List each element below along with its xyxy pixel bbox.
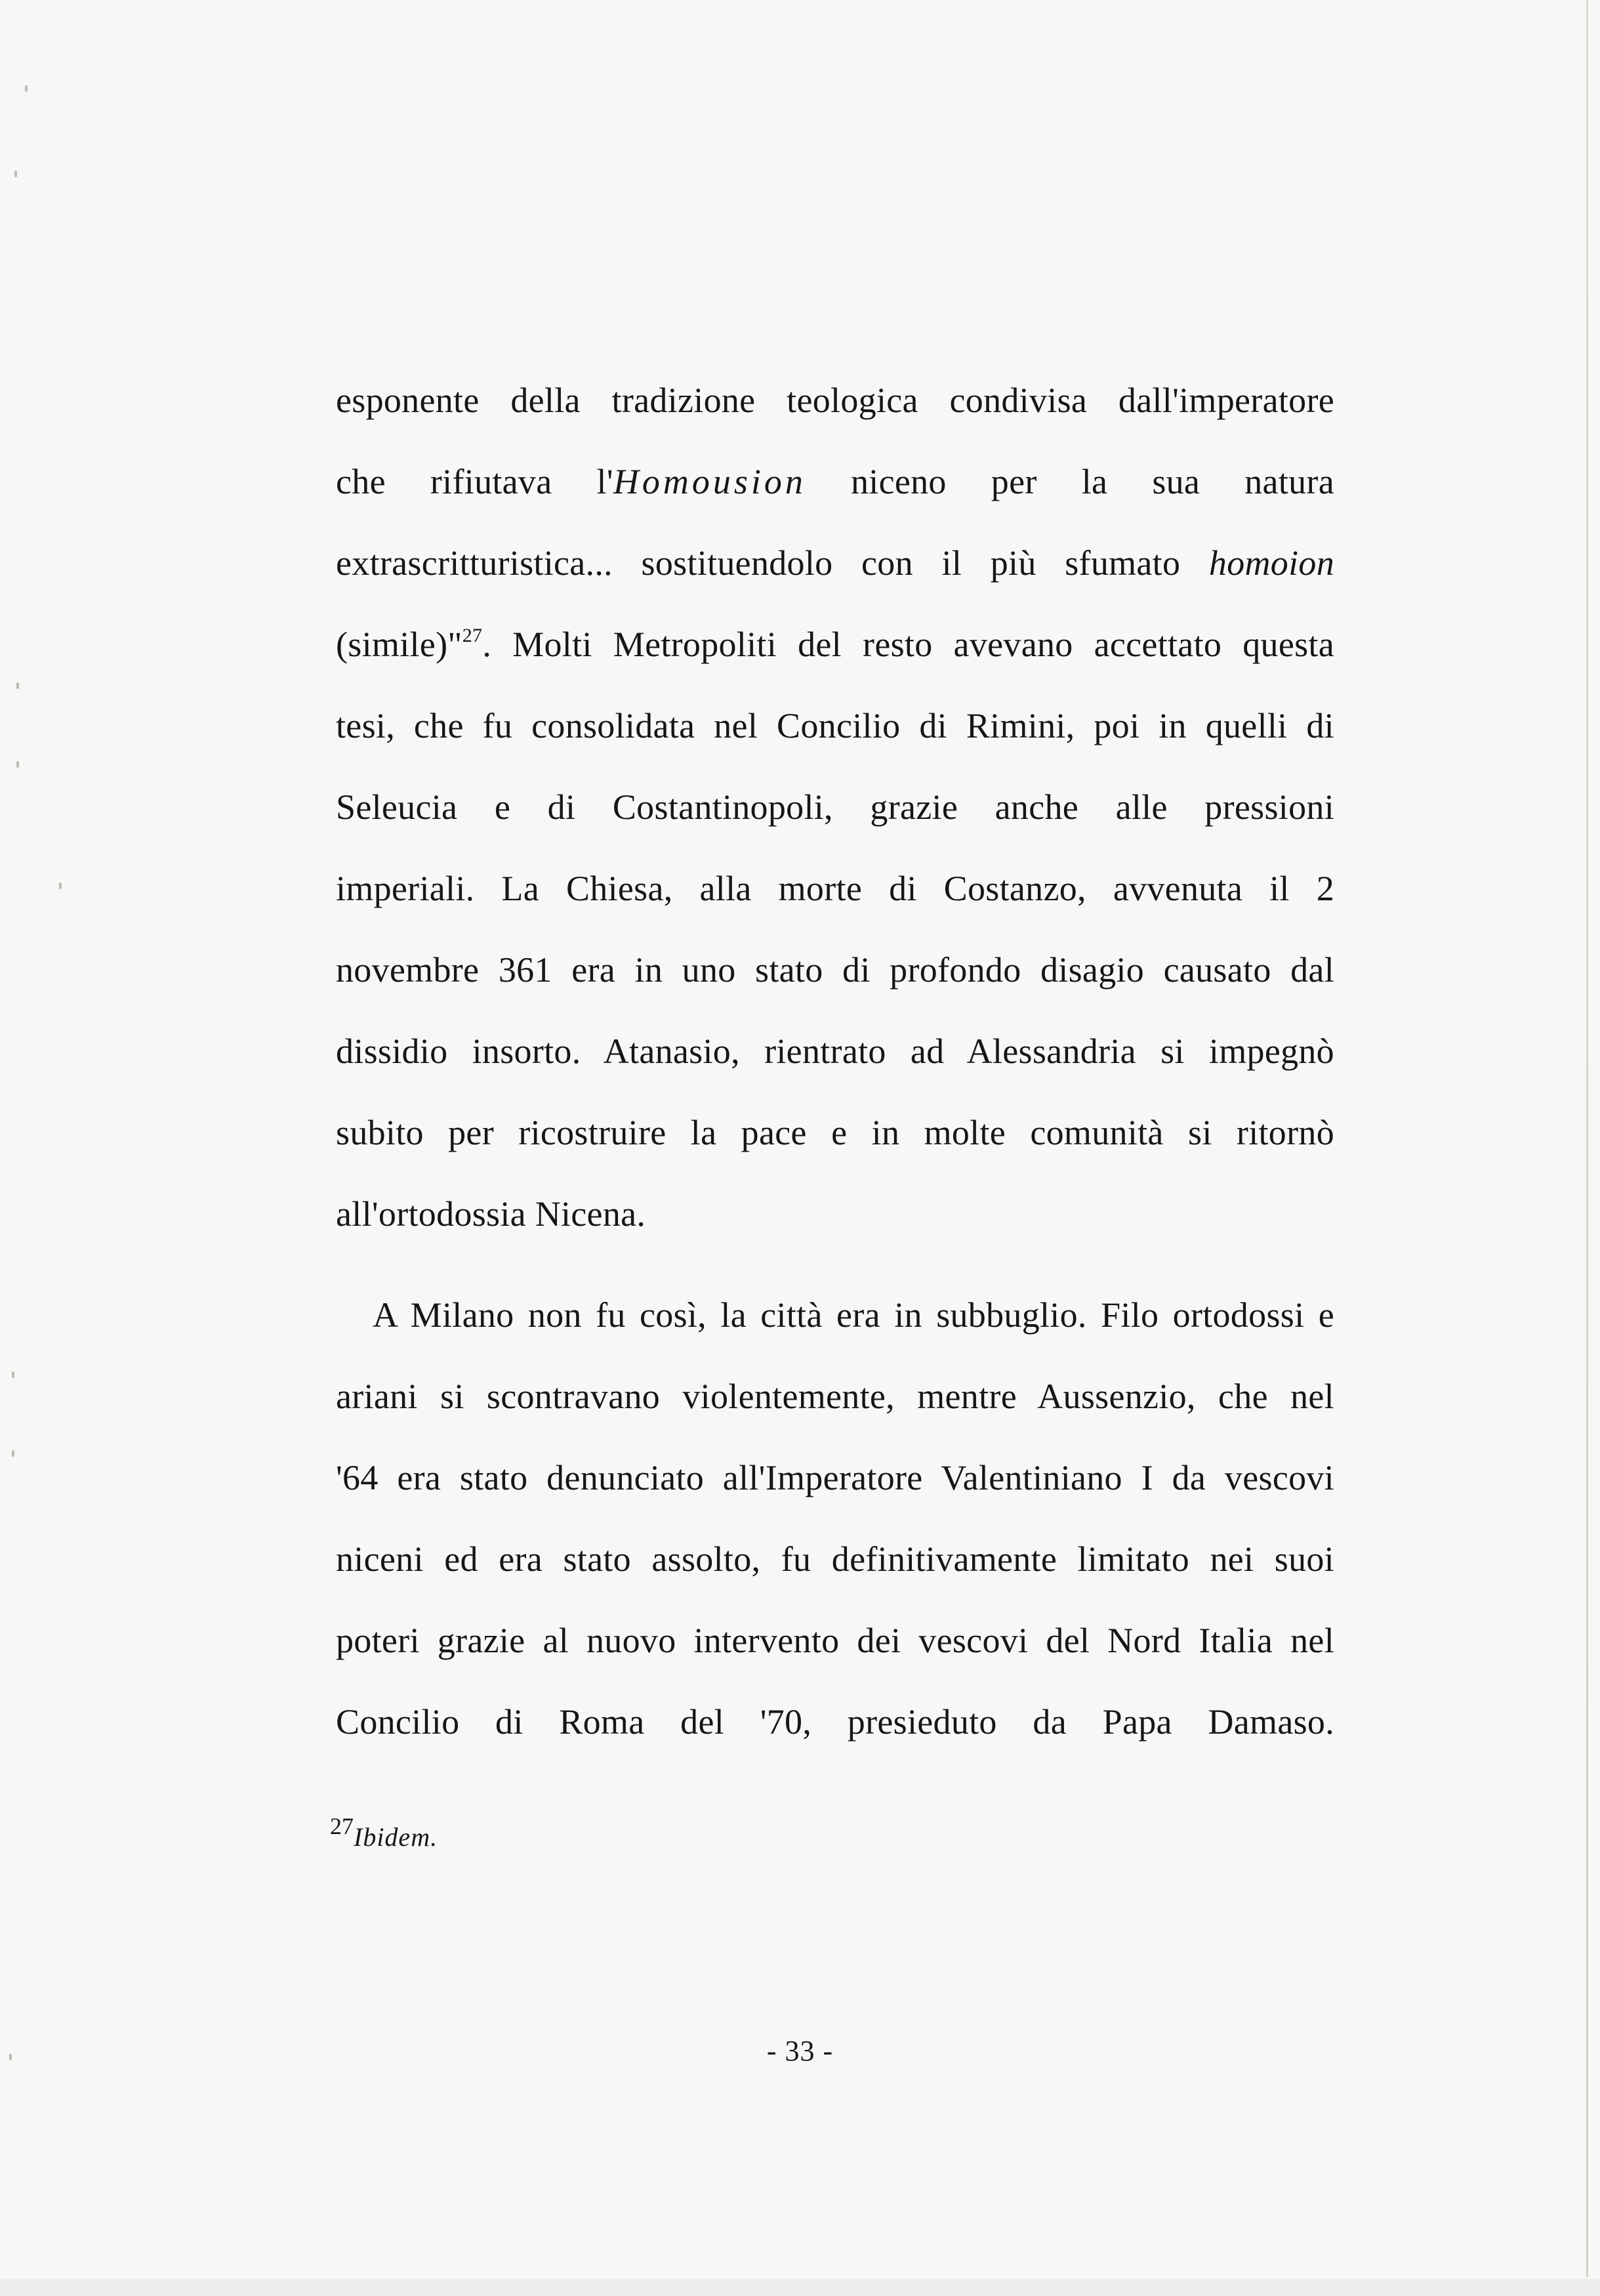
paragraph-gap <box>336 1255 1334 1274</box>
page-number: - 33 - <box>766 2035 834 2067</box>
text-line: esponente della tradizione teologica condivisa dall'imperatore <box>336 381 1334 420</box>
text-line: Concilio di Roma del '70, presieduto da Papa Damaso. <box>336 1702 1334 1742</box>
page-edge <box>1586 0 1588 2277</box>
text-line: poteri grazie al nuovo intervento dei vescovi del Nord Italia nel <box>336 1621 1334 1660</box>
scan-speck <box>12 1450 14 1457</box>
text-line: tesi, che fu consolidata nel Concilio di Rimini, poi in quelli di <box>336 706 1334 745</box>
text-line: che rifiutava l'Homousion niceno per la sua natura <box>336 462 1334 501</box>
text-line: niceni ed era stato assolto, fu definitivamente limitato nei suoi <box>336 1539 1334 1579</box>
page-bottom-shadow <box>0 2279 1600 2296</box>
text-line: all'ortodossia Nicena. <box>336 1194 646 1234</box>
text-line: dissidio insorto. Atanasio, rientrato ad Alessandria si impegnò <box>336 1032 1334 1071</box>
scan-speck <box>25 85 28 92</box>
text-line: A Milano non fu così, la città era in subbuglio. Filo ortodossi e <box>373 1295 1334 1335</box>
scan-speck <box>12 1371 14 1378</box>
text-line: subito per ricostruire la pace e in molte comunità si ritornò <box>336 1113 1334 1152</box>
term-homousion: Homousion <box>613 462 806 501</box>
text-line: imperiali. La Chiesa, alla morte di Costanzo, avvenuta il 2 <box>336 869 1334 908</box>
scan-speck <box>59 883 62 889</box>
term-homoion: homoion <box>1208 543 1334 583</box>
footnote-number: 27 <box>330 1813 354 1839</box>
text-line: '64 era stato denunciato all'Imperatore Valentiniano I da vescovi <box>336 1458 1334 1497</box>
body-text <box>336 360 1334 1763</box>
text-line: ariani si scontravano violentemente, mentre Aussenzio, che nel <box>336 1377 1334 1416</box>
footnote-reference: 27 <box>462 625 483 646</box>
footnote-text: Ibidem. <box>354 1822 438 1852</box>
text-line: Seleucia e di Costantinopoli, grazie anche alle pressioni <box>336 787 1334 827</box>
scan-speck <box>16 682 19 689</box>
text-line: extrascritturistica... sostituendolo con il più sfumato homoion <box>336 543 1334 583</box>
scan-speck <box>16 761 19 768</box>
text-line: novembre 361 era in uno stato di profondo disagio causato dal <box>336 950 1334 990</box>
scan-speck <box>14 171 17 177</box>
text-line: (simile)"$^{27}$. Molti Metropoliti del resto avevano accettato questa <box>336 625 1334 664</box>
footnote <box>330 1813 438 1857</box>
